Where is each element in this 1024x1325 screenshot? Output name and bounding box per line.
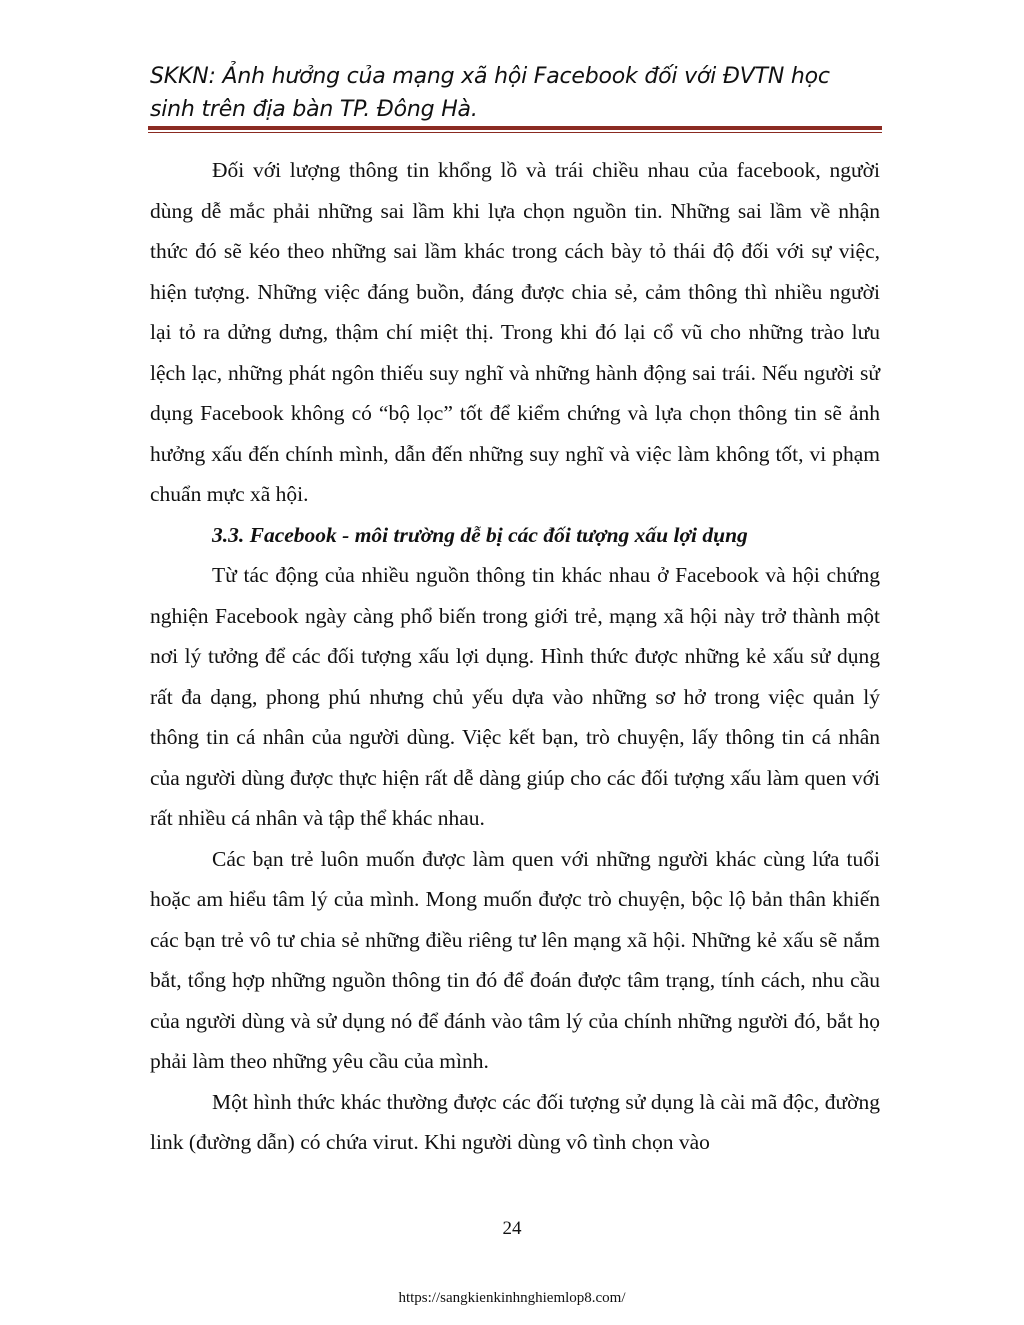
section-heading-3-3: 3.3. Facebook - môi trường dễ bị các đối tượng xấu lợi dụng [212, 522, 748, 547]
paragraph-1: Đối với lượng thông tin khổng lồ và trái chiều nhau của facebook, người dùng dễ mắc phải những sai lầm khi lựa chọn nguồn tin. Những sai lầm về nhận thức đó sẽ kéo theo những sai lầm khác trong cách bày tỏ thái độ đối với sự việc, hiện tượng. Những việc đáng buồn, đáng được chia sẻ, cảm thông thì nhiều người lại tỏ ra dửng dưng, thậm chí miệt thị. Trong khi đó lại cổ vũ cho những trào lưu lệch lạc, những phát ngôn thiếu suy nghĩ và những hành động sai trái. Nếu người sử dụng Facebook không có “bộ lọc” tốt để kiểm chứng và lựa chọn thông tin sẽ ảnh hưởng xấu đến chính mình, dẫn đến những suy nghĩ và việc làm không tốt, vi phạm chuẩn mực xã hội. [150, 158, 880, 506]
document-body [150, 150, 880, 1163]
footer-url-link[interactable]: https://sangkienkinhnghiemlop8.com/ [398, 1290, 626, 1306]
page-header [150, 60, 890, 126]
paragraph-4: Một hình thức khác thường được các đối tượng sử dụng là cài mã độc, đường link (đường dẫn) có chứa virut. Khi người dùng vô tình chọn vào [150, 1089, 880, 1154]
header-title-line-1: SKKN: Ảnh hưởng của mạng xã hội Facebook đối với ĐVTN học [150, 64, 830, 89]
header-rule-thick [148, 126, 882, 130]
page-number: 24 [502, 1218, 522, 1239]
header-rule-thin [148, 132, 882, 133]
paragraph-3: Các bạn trẻ luôn muốn được làm quen với những người khác cùng lứa tuổi hoặc am hiểu tâm lý của mình. Mong muốn được trò chuyện, bộc lộ bản thân khiến các bạn trẻ vô tư chia sẻ những điều riêng tư lên mạng xã hội. Những kẻ xấu sẽ nắm bắt, tổng hợp những nguồn thông tin đó để đoán được tâm trạng, tính cách, nhu cầu của người dùng và sử dụng nó để đánh vào tâm lý của chính những người đó, bắt họ phải làm theo những yêu cầu của mình. [150, 846, 880, 1073]
header-title-line-2: sinh trên địa bàn TP. Đông Hà. [150, 97, 478, 122]
paragraph-2: Từ tác động của nhiều nguồn thông tin khác nhau ở Facebook và hội chứng nghiện Facebook ngày càng phổ biến trong giới trẻ, mạng xã hội này trở thành một nơi lý tưởng để các đối tượng xấu lợi dụng. Hình thức được những kẻ xấu sử dụng rất đa dạng, phong phú nhưng chủ yếu dựa vào những sơ hở trong việc quản lý thông tin cá nhân của người dùng. Việc kết bạn, trò chuyện, lấy thông tin cá nhân của người dùng được thực hiện rất dễ dàng giúp cho các đối tượng xấu làm quen với rất nhiều cá nhân và tập thể khác nhau. [150, 563, 880, 830]
